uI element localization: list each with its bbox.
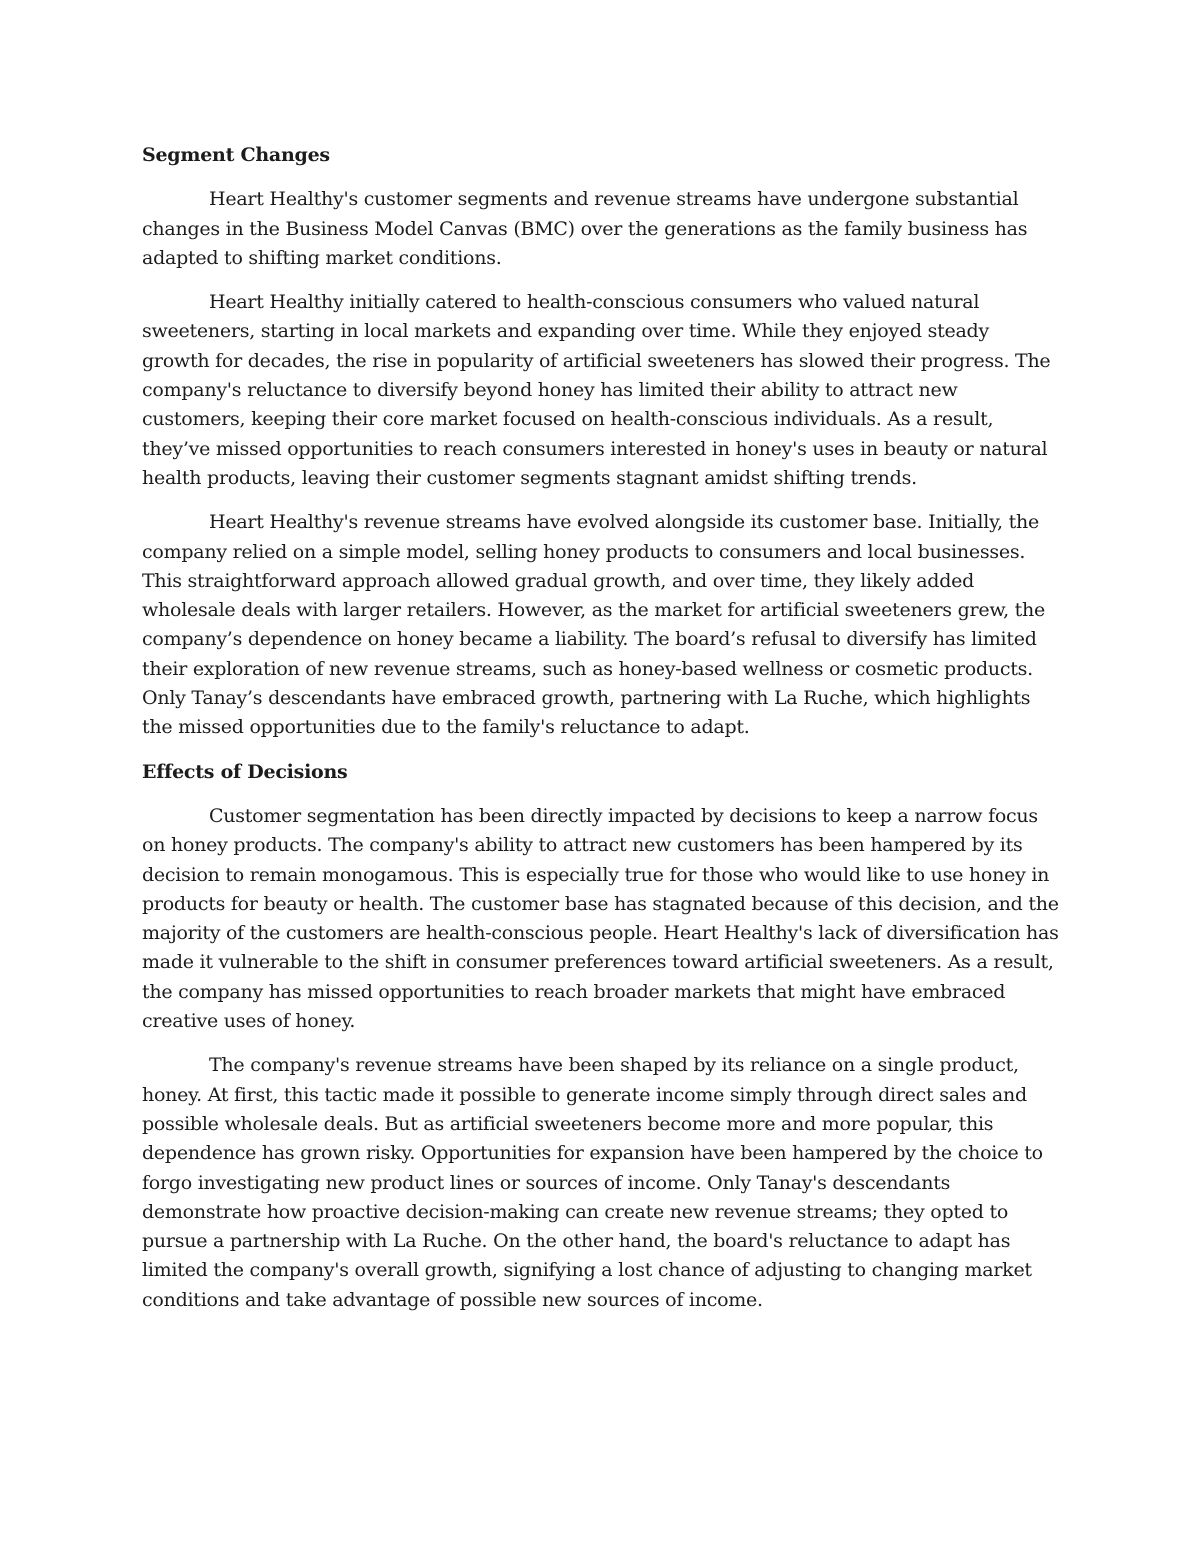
section-segment-changes (142, 141, 1062, 743)
paragraph: Heart Healthy initially catered to health-conscious consumers who valued natural sweeteners, starting in local markets and expanding over time. While they enjoyed steady growth for decades, the rise in popularity of artificial sweeteners has slowed their progress. The company's reluctance to diversify beyond honey has limited their ability to attract new customers, keeping their core market focused on health-conscious individuals. As a result, they’ve missed opportunities to reach consumers interested in honey's uses in beauty or natural health products, leaving their customer segments stagnant amidst shifting trends. (142, 291, 1051, 489)
paragraph: Customer segmentation has been directly impacted by decisions to keep a narrow focus on honey products. The company's ability to attract new customers has been hampered by its decision to remain monogamous. This is especially true for those who would like to use honey in products for beauty or health. The customer base has stagnated because of this decision, and the majority of the customers are health-conscious people. Heart Healthy's lack of diversification has made it vulnerable to the shift in consumer preferences toward artificial sweeteners. As a result, the company has missed opportunities to reach broader markets that might have embraced creative uses of honey. (142, 804, 1059, 1033)
section-heading: Effects of Decisions (142, 760, 348, 783)
paragraph: Heart Healthy's revenue streams have evolved alongside its customer base. Initially, the company relied on a simple model, selling honey products to consumers and local businesses. This straightforward approach allowed gradual growth, and over time, they likely added wholesale deals with larger retailers. However, as the market for artificial sweeteners grew, the company’s dependence on honey became a liability. The board’s refusal to diversify has limited their exploration of new revenue streams, such as honey-based wellness or cosmetic products. Only Tanay’s descendants have embraced growth, partnering with La Ruche, which highlights the missed opportunities due to the family's reluctance to adapt. (142, 511, 1046, 739)
document-page (142, 141, 1062, 1330)
section-effects-of-decisions (142, 758, 1062, 1315)
section-heading: Segment Changes (142, 144, 330, 166)
paragraph: The company's revenue streams have been shaped by its reliance on a single product, honey. At first, this tactic made it possible to generate income simply through direct sales and possible wholesale deals. But as artificial sweeteners become more and more popular, this dependence has grown risky. Opportunities for expansion have been hampered by the choice to forgo investigating new product lines or sources of income. Only Tanay's descendants demonstrate how proactive decision-making can create new revenue streams; they opted to pursue a partnership with La Ruche. On the other hand, the board's reluctance to adapt has limited the company's overall growth, signifying a lost chance of adjusting to changing market conditions and take advantage of possible new sources of income. (142, 1054, 1043, 1311)
paragraph: Heart Healthy's customer segments and revenue streams have undergone substantial changes in the Business Model Canvas (BMC) over the generations as the family business has adapted to shifting market conditions. (142, 188, 1028, 269)
